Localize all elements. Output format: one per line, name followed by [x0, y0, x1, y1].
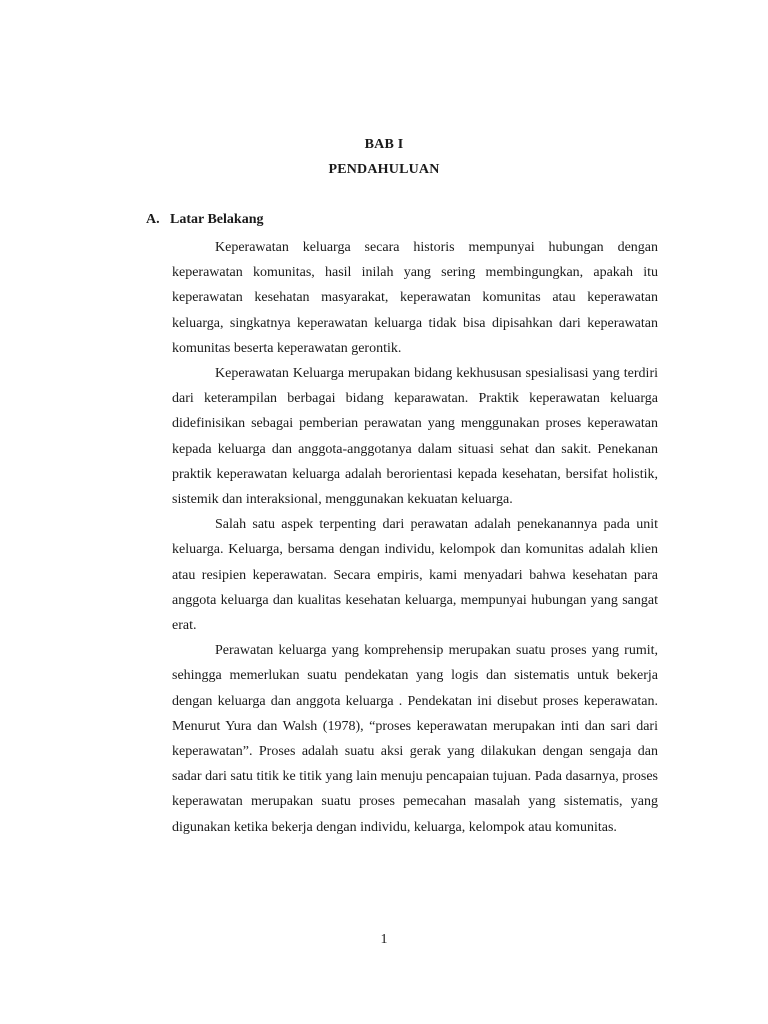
paragraph-1: Keperawatan keluarga secara historis mempunyai hubungan dengan keperawatan komunitas, hasil inilah yang sering membingungkan, apakah itu keperawatan kesehatan masyarakat, keperawatan komunitas atau keperawatan keluarga, singkatnya keperawatan keluarga tidak bisa dipisahkan dari keperawatan komunitas beserta keperawatan gerontik.: [172, 240, 658, 356]
section-heading: [146, 212, 263, 228]
section-title: Latar Belakang: [170, 212, 264, 227]
page-number: 1: [380, 932, 388, 947]
paragraph-4: Perawatan keluarga yang komprehensip merupakan suatu proses yang rumit, sehingga memerlukan suatu pendekatan yang logis dan sistematis untuk bekerja dengan keluarga dan anggota keluarga . Pendekatan ini disebut proses keperawatan. Menurut Yura dan Walsh (1978), “proses keperawatan merupakan inti dan sari dari keperawatan”. Proses adalah suatu aksi gerak yang dilakukan dengan sengaja dan sadar dari satu titik ke titik yang lain menuju pencapaian tujuan. Pada dasarnya, proses keperawatan merupakan suatu proses pemecahan masalah yang sistematis, yang digunakan ketika bekerja dengan individu, keluarga, kelompok atau komunitas.: [172, 643, 658, 835]
paragraph-2: Keperawatan Keluarga merupakan bidang kekhususan spesialisasi yang terdiri dari keterampilan berbagai bidang keparawatan. Praktik keperawatan keluarga didefinisikan sebagai pemberian perawatan yang menggunakan proses keperawatan kepada keluarga dan anggota-anggotanya dalam situasi sehat dan sakit. Penekanan praktik keperawatan keluarga adalah berorientasi kepada kesehatan, bersifat holistik, sistemik dan interaksional, menggunakan kekuatan keluarga.: [172, 366, 658, 508]
body-text: [172, 235, 658, 840]
chapter-number: BAB I: [364, 137, 404, 152]
paragraph-3: Salah satu aspek terpenting dari perawatan adalah penekanannya pada unit keluarga. Keluarga, bersama dengan individu, kelompok dan komunitas adalah klien atau resipien keperawatan. Secara empiris, kami menyadari bahwa kesehatan para anggota keluarga dan kualitas kesehatan keluarga, mempunyai hubungan yang sangat erat.: [172, 517, 658, 634]
chapter-title: PENDAHULUAN: [328, 162, 440, 177]
section-marker: A.: [146, 212, 160, 227]
